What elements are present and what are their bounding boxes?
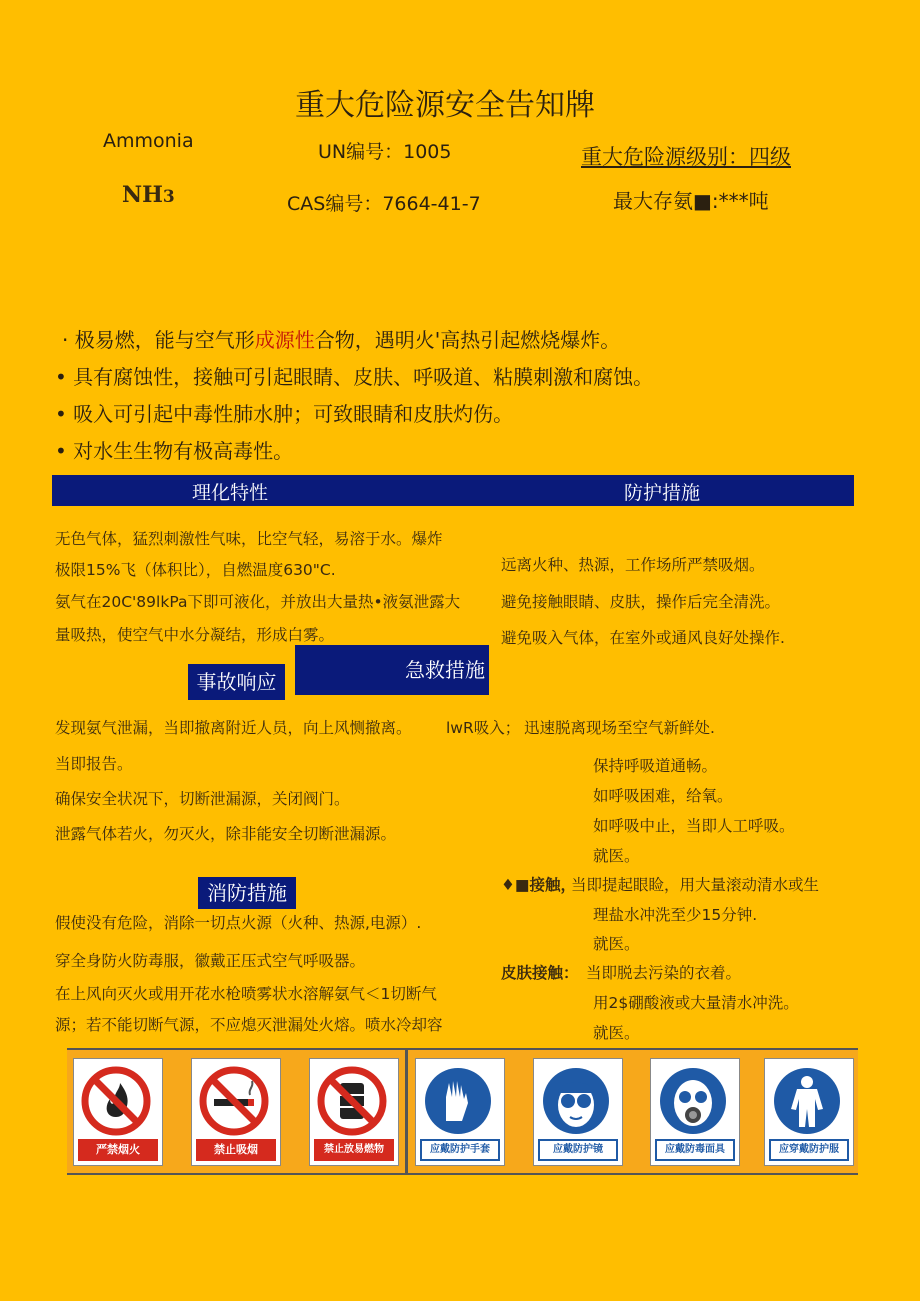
accident-line: 确保安全状况下，切断泄漏源，关闭阀门。	[55, 790, 350, 808]
fire-measures-heading: 消防措施	[198, 877, 296, 909]
sign-label: 严禁烟火	[78, 1139, 158, 1161]
physchem-line: 量吸热，使空气中水分凝结，形成白雾。	[55, 626, 335, 644]
physchem-heading: 理化特性	[192, 482, 269, 504]
english-name: Ammonia	[103, 130, 194, 152]
sign-gloves	[415, 1058, 505, 1166]
inhalation-label: lwR吸入；	[446, 719, 521, 737]
sign-label: 禁止吸烟	[196, 1139, 276, 1161]
skin-contact-text: 当即脱去污染的衣着。	[586, 964, 742, 982]
fire-prohibited-icon	[80, 1065, 152, 1137]
eye-contact-step: 就医。	[593, 935, 640, 953]
page-title: 重大危险源安全告知牌	[295, 88, 595, 123]
protection-heading: 防护措施	[624, 482, 701, 504]
no-smoking-icon	[198, 1065, 270, 1137]
skin-contact-step: 用2$硼酸液或大量清水冲洗。	[593, 994, 799, 1012]
sign-no-fire	[73, 1058, 163, 1166]
hazard-line-2: • 具有腐蚀性，接触可引起眼睛、皮肤、呼吸道、粘膜刺激和腐蚀。	[55, 365, 654, 389]
formula-subscript: 3	[162, 187, 175, 207]
signs-divider	[405, 1050, 408, 1173]
formula-main: NH	[122, 182, 163, 208]
hazard-line-1-prefix: · 极易燃，能与空气形	[62, 328, 255, 352]
sign-label: 禁止放易燃物	[314, 1139, 394, 1161]
goggles-icon	[540, 1065, 612, 1137]
hazard-line-1-highlight: 成源性	[254, 328, 315, 352]
eye-contact-step: 理盐水冲洗至少15分钟.	[593, 906, 758, 924]
inhalation-step: 保持呼吸道通畅。	[593, 757, 718, 775]
hazard-line-1-suffix: 合物，遇明火'高热引起燃烧爆炸。	[314, 328, 621, 352]
accident-line: 发现氨气泄漏，当即撤离附近人员，向上风恻撤离。	[55, 719, 412, 737]
sign-no-smoking	[191, 1058, 281, 1166]
cas-number: CAS编号：7664-41-7	[287, 193, 481, 215]
protective-suit-icon	[771, 1065, 843, 1137]
sign-label: 应戴防护手套	[420, 1139, 500, 1161]
accident-line: 泄露气体若火，勿灭火，除非能安全切断泄漏源。	[55, 825, 397, 843]
first-aid-heading: 急救措施	[295, 645, 489, 695]
inhalation-step: 就医。	[593, 847, 640, 865]
skin-contact-step: 就医。	[593, 1024, 640, 1042]
chemical-formula	[122, 182, 175, 208]
physchem-line: 无色气体，猛烈刺激性气味，比空气轻，易溶于水。爆炸	[55, 530, 443, 548]
sign-gas-mask	[650, 1058, 740, 1166]
hazard-line-4: • 对水生生物有极高毒性。	[55, 439, 294, 463]
hazard-level: 重大危险源级别：四级	[581, 145, 791, 169]
physchem-line: 氨气在20C'89lkPa下即可液化，并放出大量热•液氨泄露大	[55, 593, 461, 611]
protection-line: 远离火种、热源，工作场所严禁吸烟。	[501, 556, 765, 574]
inhalation-step: 如呼吸中止，当即人工呼吸。	[593, 817, 795, 835]
accident-response-heading: 事故响应	[188, 664, 285, 700]
gloves-icon	[422, 1065, 494, 1137]
hazard-line-3: • 吸入可引起中毒性肺水肿；可致眼睛和皮肤灼伤。	[55, 402, 514, 426]
sign-label: 应穿戴防护服	[769, 1139, 849, 1161]
eye-contact-label: ♦■接触，	[501, 876, 577, 894]
physchem-line: 极限15%飞（体积比），自燃温度630"C.	[55, 561, 336, 579]
accident-line: 当即报告。	[55, 755, 133, 773]
skin-contact-label: 皮肤接触：	[501, 964, 579, 982]
hazard-line-1	[62, 324, 620, 353]
protection-line: 避免接触眼睛、皮肤，操作后完全清洗。	[501, 593, 781, 611]
sign-label: 应戴防护镜	[538, 1139, 618, 1161]
safety-signs-strip	[67, 1048, 858, 1175]
fire-line: 假使没有危险，消除一切点火源（火种、热源,电源）.	[55, 914, 422, 932]
sign-no-flammables	[309, 1058, 399, 1166]
fire-line: 源；若不能切断气源，不应熄灭泄漏处火熔。喷水冷却容	[55, 1016, 443, 1034]
fire-line: 穿全身防火防毒服，徽戴正压式空气呼吸器。	[55, 952, 366, 970]
inhalation-text: 迅速脱离现场至空气新鲜处.	[524, 719, 715, 737]
protection-line: 避免吸入气体，在室外或通风良好处操作.	[501, 629, 785, 647]
fire-line: 在上风向灭火或用开花水枪喷雾状水溶解氨气＜1切断气	[55, 985, 437, 1003]
inhalation-step: 如呼吸困难，给氧。	[593, 787, 733, 805]
eye-contact-text: 当即提起眼睑，用大量滚动清水或生	[571, 876, 820, 894]
gas-mask-icon	[657, 1065, 729, 1137]
section-header-band	[52, 475, 854, 506]
sign-goggles	[533, 1058, 623, 1166]
max-storage: 最大存氨■:***吨	[613, 189, 769, 213]
no-flammables-icon	[316, 1065, 388, 1137]
sign-label: 应戴防毒面具	[655, 1139, 735, 1161]
sign-protective-suit	[764, 1058, 854, 1166]
un-number: UN编号：1005	[318, 141, 452, 163]
